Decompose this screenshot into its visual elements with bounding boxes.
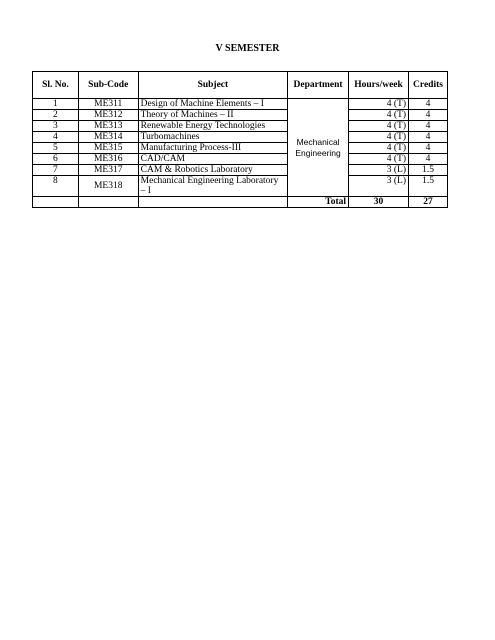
cell-code: ME313 bbox=[78, 121, 138, 132]
table-row bbox=[33, 165, 448, 176]
cell-hours: 4 (T) bbox=[349, 132, 409, 143]
cell-sl: 1 bbox=[33, 99, 79, 110]
cell-hours: 4 (T) bbox=[349, 143, 409, 154]
cell-sl: 2 bbox=[33, 110, 79, 121]
cell-sl: 5 bbox=[33, 143, 79, 154]
cell-code: ME314 bbox=[78, 132, 138, 143]
cell-subject: Theory of Machines – II bbox=[138, 110, 287, 121]
cell-code: ME316 bbox=[78, 154, 138, 165]
table-row bbox=[33, 99, 448, 110]
cell-hours: 4 (T) bbox=[349, 99, 409, 110]
cell-code: ME312 bbox=[78, 110, 138, 121]
cell-hours: 4 (T) bbox=[349, 121, 409, 132]
total-label: Total bbox=[288, 197, 349, 208]
table-row bbox=[33, 154, 448, 165]
cell-empty bbox=[33, 197, 79, 208]
cell-credits: 1.5 bbox=[409, 176, 448, 197]
cell-hours: 3 (L) bbox=[349, 176, 409, 197]
header-department: Department bbox=[288, 72, 349, 99]
table-row bbox=[33, 176, 448, 197]
table-row bbox=[33, 110, 448, 121]
total-credits: 27 bbox=[409, 197, 448, 208]
cell-code: ME311 bbox=[78, 99, 138, 110]
cell-subject: Manufacturing Process-III bbox=[138, 143, 287, 154]
cell-subject: CAM & Robotics Laboratory bbox=[138, 165, 287, 176]
cell-code: ME318 bbox=[78, 176, 138, 197]
cell-hours: 4 (T) bbox=[349, 154, 409, 165]
cell-sl: 6 bbox=[33, 154, 79, 165]
cell-credits: 1.5 bbox=[409, 165, 448, 176]
header-sl-no: Sl. No. bbox=[33, 72, 79, 99]
cell-credits: 4 bbox=[409, 143, 448, 154]
cell-credits: 4 bbox=[409, 110, 448, 121]
cell-credits: 4 bbox=[409, 99, 448, 110]
header-subject: Subject bbox=[138, 72, 287, 99]
cell-sl: 4 bbox=[33, 132, 79, 143]
table-row bbox=[33, 121, 448, 132]
table-row bbox=[33, 143, 448, 154]
cell-subject: Turbomachines bbox=[138, 132, 287, 143]
cell-hours: 4 (T) bbox=[349, 110, 409, 121]
cell-empty bbox=[78, 197, 138, 208]
header-sub-code: Sub-Code bbox=[78, 72, 138, 99]
cell-subject: Design of Machine Elements – I bbox=[138, 99, 287, 110]
semester-title: V SEMESTER bbox=[215, 43, 280, 54]
cell-code: ME315 bbox=[78, 143, 138, 154]
header-credits: Credits bbox=[409, 72, 448, 99]
semester-course-table bbox=[32, 71, 448, 208]
table-row bbox=[33, 132, 448, 143]
cell-subject: Renewable Energy Technologies bbox=[138, 121, 287, 132]
cell-code: ME317 bbox=[78, 165, 138, 176]
table-total-row bbox=[33, 197, 448, 208]
total-hours: 30 bbox=[349, 197, 409, 208]
table-header-row bbox=[33, 72, 448, 99]
cell-sl: 3 bbox=[33, 121, 79, 132]
cell-hours: 3 (L) bbox=[349, 165, 409, 176]
cell-empty bbox=[138, 197, 287, 208]
cell-credits: 4 bbox=[409, 132, 448, 143]
cell-subject: Mechanical Engineering Laboratory – I bbox=[138, 176, 287, 197]
header-hours-week: Hours/week bbox=[349, 72, 409, 99]
cell-subject: CAD/CAM bbox=[138, 154, 287, 165]
cell-sl: 8 bbox=[33, 176, 79, 197]
cell-credits: 4 bbox=[409, 121, 448, 132]
cell-credits: 4 bbox=[409, 154, 448, 165]
cell-sl: 7 bbox=[33, 165, 79, 176]
cell-department: Mechanical Engineering bbox=[288, 99, 349, 197]
